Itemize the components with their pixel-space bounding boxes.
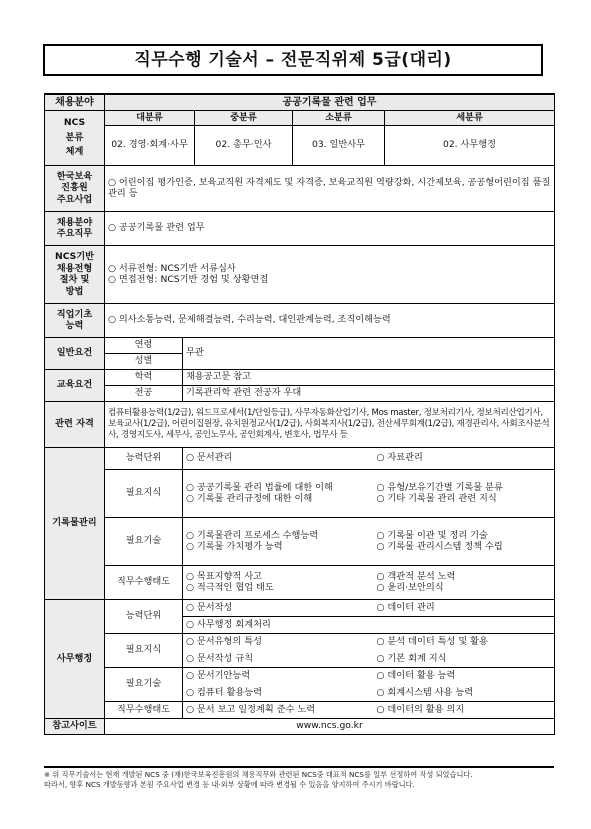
education-label: 교육요건 xyxy=(45,369,105,401)
duty-text: ○ 공공기록물 관련 업무 xyxy=(105,211,555,245)
basic-text: ○ 의사소통능력, 문제해결능력, 수리능력, 대인관계능력, 조직이해능력 xyxy=(105,303,555,337)
ncs-header: 소분류 xyxy=(293,111,385,126)
ncs-header: 세분류 xyxy=(385,111,555,126)
records-row-label: 능력단위 xyxy=(105,447,183,469)
gender-label: 성별 xyxy=(105,353,183,369)
ncs-value: 02. 사무행정 xyxy=(385,125,555,165)
field-value: 공공기록물 관련 업무 xyxy=(105,94,555,111)
footnote xyxy=(44,766,554,791)
process-list xyxy=(105,245,555,303)
ncs-value: 03. 일반사무 xyxy=(293,125,385,165)
records-item: ○ 윤리·보안의식 xyxy=(376,582,444,594)
major-value: 기록관리학 관련 전공자 우대 xyxy=(183,385,555,401)
records-item: ○ 기록물 이관 및 정리 기술 xyxy=(376,529,488,541)
records-row-label: 필요기술 xyxy=(105,517,183,565)
process-item: ○ 면접전형: NCS기반 경험 및 상황면접 xyxy=(108,274,269,286)
records-right xyxy=(374,469,555,517)
page-title: 직무수행 기술서 – 전문직위제 5급(대리) xyxy=(43,44,543,76)
admin-item: ○ 문서작성 xyxy=(183,599,374,616)
certs-label: 관련 자격 xyxy=(45,401,105,447)
degree-label: 학력 xyxy=(105,369,183,385)
admin-item: ○ 회계시스템 사용 능력 xyxy=(374,684,555,701)
admin-row-label: 직무수행태도 xyxy=(105,701,183,718)
admin-row-label: 필요기술 xyxy=(105,667,183,701)
records-item: ○ 기록물관리 프로세스 수행능력 xyxy=(186,529,319,541)
records-right: ○ 자료관리 xyxy=(374,447,555,469)
admin-item: ○ 분석 데이터 특성 및 활용 xyxy=(374,633,555,650)
admin-label: 사무행정 xyxy=(45,599,105,718)
ncs-label: NCS 분류 체계 xyxy=(45,111,105,166)
admin-item: ○ 문서유형의 특성 xyxy=(183,633,374,650)
major-label: 전공 xyxy=(105,385,183,401)
field-label: 채용분야 xyxy=(45,94,105,111)
admin-item: ○ 기본 회계 지식 xyxy=(374,650,555,667)
records-label: 기록물관리 xyxy=(45,447,105,599)
records-left xyxy=(183,517,374,565)
admin-item: ○ 문서작성 규칙 xyxy=(183,650,374,667)
duty-label: 채용분야 주요직무 xyxy=(45,211,105,245)
certs-text: 컴퓨터활용능력(1/2급), 워드프로세서(1/단일등급), 사무자동화산업기사, Mos master, 정보처리기사, 정보처리산업기사, 보육교사(1/2급), 어린이집원장, 유치원정교사(1/2급), 사회복지사(1/2급), 전산세무회계(1/2급), 재경관리사, 사회조사분석사, 경영지도사, 세무사, 공인노무사, 공인회계사, 변호사, 법무사 등 xyxy=(105,401,555,447)
footnote-line: 따라서, 향후 NCS 개발동향과 본원 주요사업 변경 등 내·외부 상황에 따라 변경될 수 있음을 양지하여 주시기 바랍니다. xyxy=(44,780,415,790)
records-row-label: 직무수행태도 xyxy=(105,565,183,599)
general-value: 무관 xyxy=(183,337,555,369)
ncs-header: 대분류 xyxy=(105,111,195,126)
records-left xyxy=(183,469,374,517)
records-item: ○ 기타 기록물 관리 관련 지식 xyxy=(376,493,497,505)
reference-link[interactable]: www.ncs.go.kr xyxy=(105,718,555,734)
admin-item: ○ 데이터 관리 xyxy=(374,599,555,616)
basic-label: 직업기초 능력 xyxy=(45,303,105,337)
admin-item: ○ 문서 보고 일정계획 준수 노력 xyxy=(183,701,374,718)
records-row-label: 필요지식 xyxy=(105,469,183,517)
process-label: NCS기반 채용전형 절차 및 방법 xyxy=(45,245,105,303)
footnote-line: ※ 위 직무기술서는 현재 개발된 NCS 중 (재)한국보육진흥원의 채용직무와 관련된 NCS중 대표적 NCS를 일부 선정하여 작성 되었습니다. xyxy=(44,770,473,779)
admin-item: ○ 문서기안능력 xyxy=(183,667,374,684)
records-item: ○ 목표지향적 사고 xyxy=(186,570,262,582)
records-right xyxy=(374,517,555,565)
age-label: 연령 xyxy=(105,337,183,353)
admin-item: ○ 데이터 활용 능력 xyxy=(374,667,555,684)
records-item: ○ 공공기록물 관리 법률에 대한 이해 xyxy=(186,481,333,493)
records-left: ○ 문서관리 xyxy=(183,447,374,469)
admin-row-label: 필요지식 xyxy=(105,633,183,667)
business-text: ○ 어린이집 평가인증, 보육교직원 자격제도 및 자격증, 보육교직원 역량강화, 시간제보육, 공공형어린이집 품질관리 등 xyxy=(105,165,555,211)
admin-item: ○ 컴퓨터 활용능력 xyxy=(183,684,374,701)
ncs-header: 중분류 xyxy=(195,111,293,126)
records-item: ○ 적극적인 협업 태도 xyxy=(186,582,274,594)
ncs-value: 02. 총무·인사 xyxy=(195,125,293,165)
reference-label: 참고사이트 xyxy=(45,718,105,734)
records-item: ○ 기록물 가치평가 능력 xyxy=(186,541,283,553)
ncs-value: 02. 경영·회계·사무 xyxy=(105,125,195,165)
admin-row-label: 능력단위 xyxy=(105,599,183,633)
records-item: ○ 기록물 관리시스템 정책 수립 xyxy=(376,541,503,553)
records-item: ○ 기록물 관리규정에 대한 이해 xyxy=(186,493,313,505)
records-right xyxy=(374,565,555,599)
general-label: 일반요건 xyxy=(45,337,105,369)
admin-item: ○ 사무행정 회계처리 xyxy=(183,616,555,633)
admin-item: ○ 데이터의 활용 의지 xyxy=(374,701,555,718)
process-item: ○ 서류전형: NCS기반 서류심사 xyxy=(108,262,236,274)
business-label: 한국보육 진흥원 주요사업 xyxy=(45,165,105,211)
degree-value: 채용공고문 참고 xyxy=(183,369,555,385)
records-item: ○ 유형/보유기간별 기록물 분류 xyxy=(376,481,503,493)
job-description-table xyxy=(44,93,555,735)
records-left xyxy=(183,565,374,599)
records-item: ○ 객관적 분석 노력 xyxy=(376,570,456,582)
